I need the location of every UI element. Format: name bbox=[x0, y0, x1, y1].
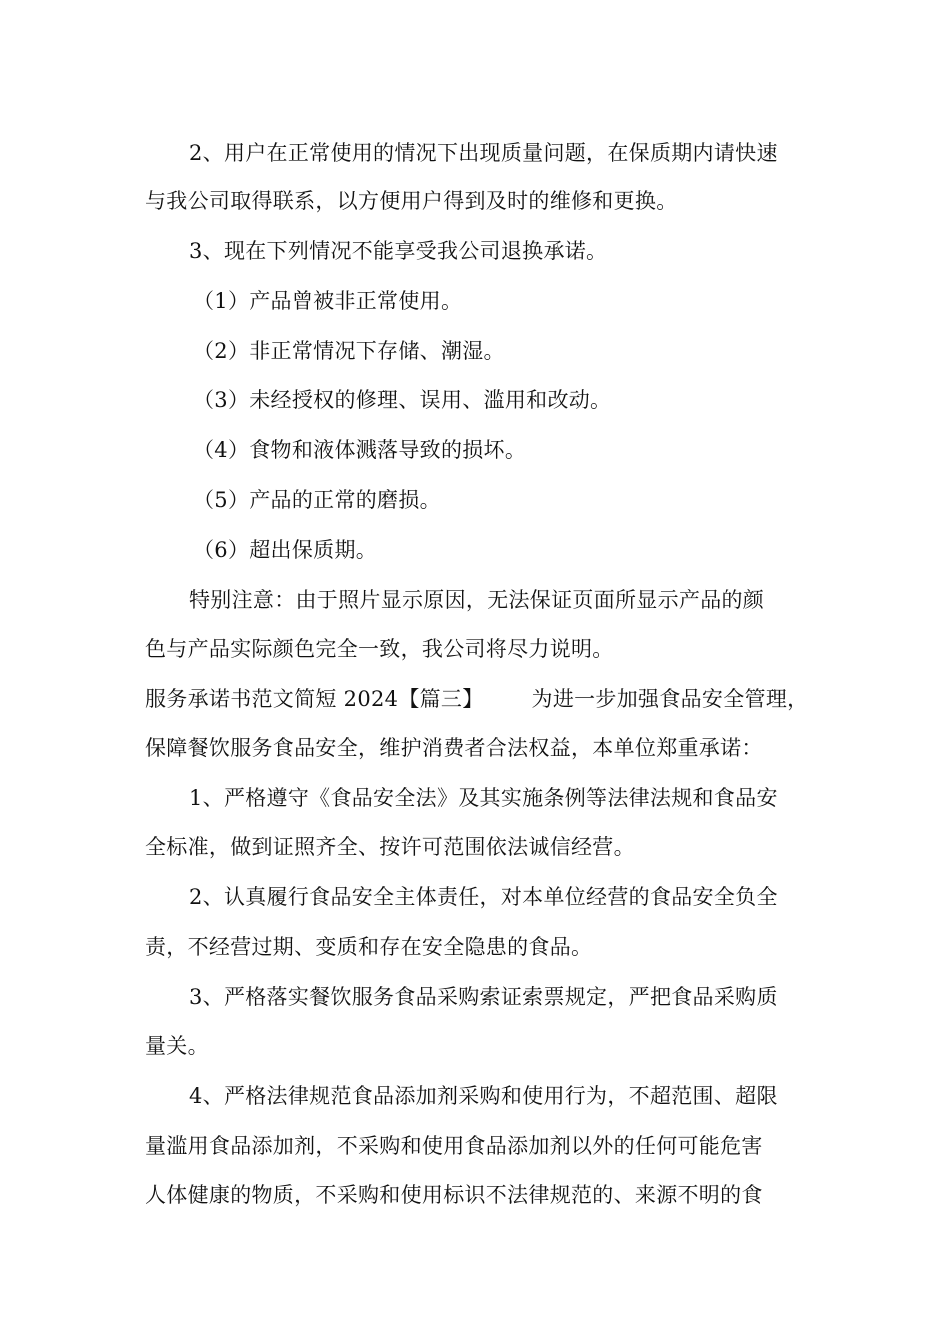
list-item: （5）产品的正常的磨损。 bbox=[193, 488, 441, 512]
text-line: 3、严格落实餐饮服务食品采购索证索票规定，严把食品采购质 bbox=[189, 985, 778, 1009]
text-line: 4、严格法律规范食品添加剂采购和使用行为，不超范围、超限 bbox=[189, 1084, 778, 1108]
text-line: 量关。 bbox=[145, 1034, 209, 1058]
section-heading-line bbox=[145, 684, 825, 714]
text-line: 责，不经营过期、变质和存在安全隐患的食品。 bbox=[145, 935, 593, 959]
text-line: 量滥用食品添加剂，不采购和使用食品添加剂以外的任何可能危害 bbox=[145, 1134, 763, 1158]
text-line: 色与产品实际颜色完全一致，我公司将尽力说明。 bbox=[145, 637, 614, 661]
text-line: 2、用户在正常使用的情况下出现质量问题，在保质期内请快速 bbox=[189, 141, 778, 165]
text-line: 特别注意：由于照片显示原因，无法保证页面所显示产品的颜 bbox=[189, 588, 765, 612]
section-heading: 服务承诺书范文简短 2024【篇三】 bbox=[145, 687, 484, 711]
list-item: （2）非正常情况下存储、潮湿。 bbox=[193, 339, 505, 363]
list-item: （1）产品曾被非正常使用。 bbox=[193, 289, 463, 313]
list-item: （6）超出保质期。 bbox=[193, 538, 378, 562]
text-line: 保障餐饮服务食品安全，维护消费者合法权益，本单位郑重承诺： bbox=[145, 736, 763, 760]
list-item: （3）未经授权的修理、误用、滥用和改动。 bbox=[193, 388, 612, 412]
text-line: 人体健康的物质，不采购和使用标识不法律规范的、来源不明的食 bbox=[145, 1183, 763, 1207]
text-line: 全标准，做到证照齐全、按许可范围依法诚信经营。 bbox=[145, 835, 635, 859]
text-line: 2、认真履行食品安全主体责任，对本单位经营的食品安全负全 bbox=[189, 885, 778, 909]
list-item: （4）食物和液体溅落导致的损坏。 bbox=[193, 438, 527, 462]
text-line: 为进一步加强食品安全管理， bbox=[531, 687, 809, 711]
text-line: 与我公司取得联系，以方便用户得到及时的维修和更换。 bbox=[145, 189, 678, 213]
text-line: 3、现在下列情况不能享受我公司退换承诺。 bbox=[189, 239, 608, 263]
text-line: 1、严格遵守《食品安全法》及其实施条例等法律法规和食品安 bbox=[189, 786, 778, 810]
